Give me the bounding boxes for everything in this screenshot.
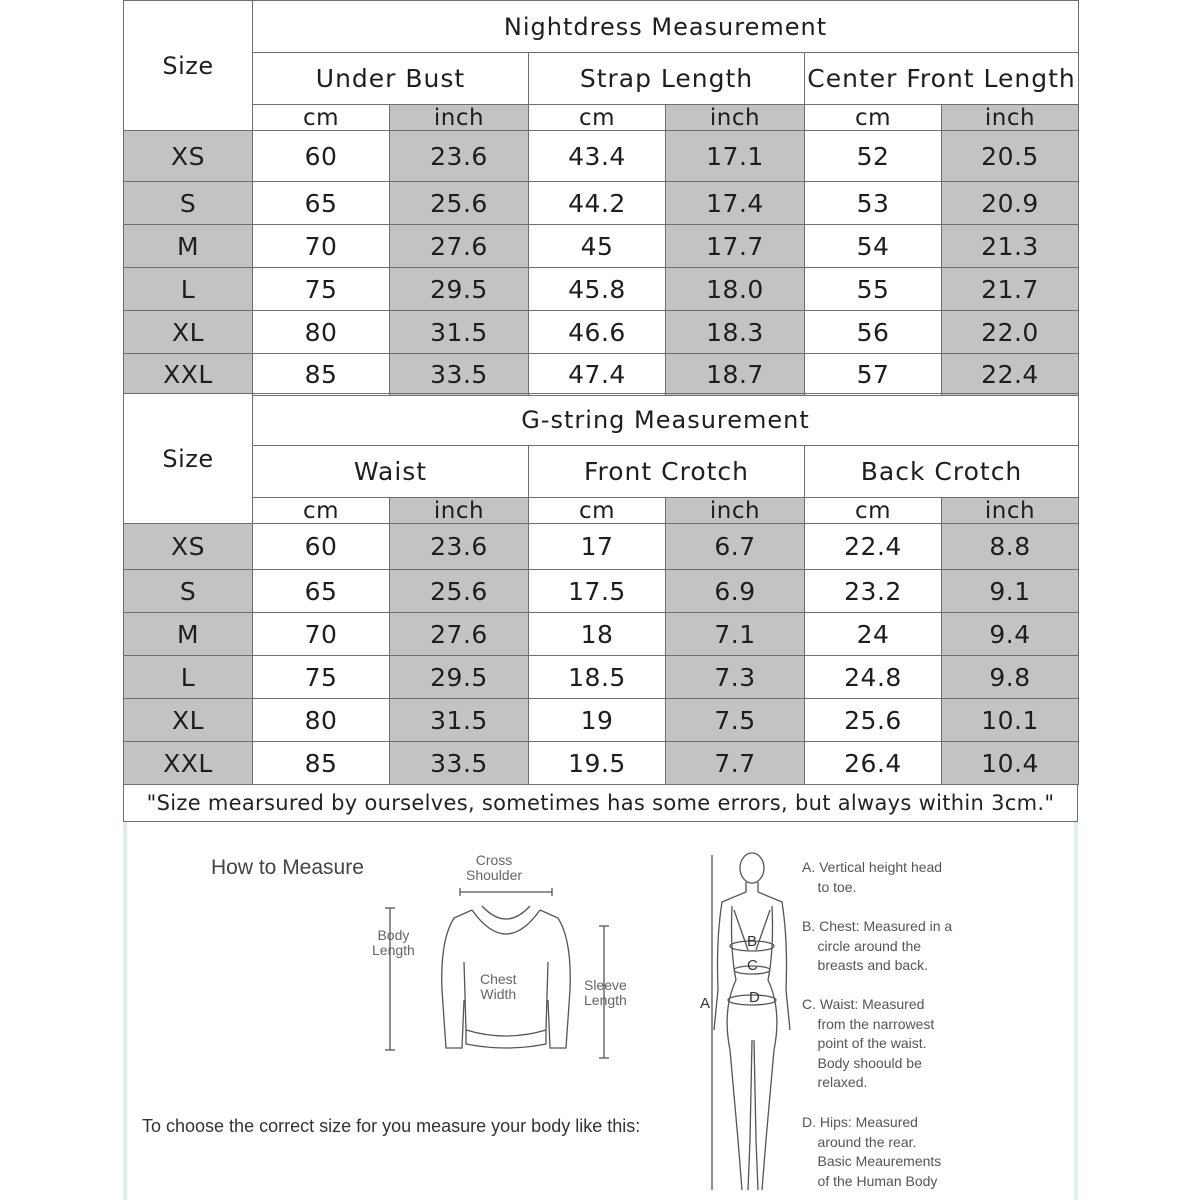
frame-border-left xyxy=(123,822,127,1200)
value-cell: 33.5 xyxy=(390,354,529,396)
value-cell: 6.9 xyxy=(666,570,805,613)
table-row xyxy=(124,225,1079,268)
body-marker-c: C xyxy=(747,957,758,974)
value-cell: 19.5 xyxy=(529,742,666,785)
value-cell: 55 xyxy=(805,268,942,311)
value-cell: 27.6 xyxy=(390,225,529,268)
size-cell: S xyxy=(124,570,253,613)
value-cell: 17.1 xyxy=(666,131,805,182)
value-cell: 6.7 xyxy=(666,524,805,570)
value-cell: 47.4 xyxy=(529,354,666,396)
table-row xyxy=(124,354,1079,396)
unit-inch: inch xyxy=(390,498,529,524)
unit-inch: inch xyxy=(942,105,1079,131)
value-cell: 18 xyxy=(529,613,666,656)
table-row xyxy=(124,742,1079,785)
value-cell: 56 xyxy=(805,311,942,354)
size-header: Size xyxy=(124,1,253,131)
value-cell: 29.5 xyxy=(390,268,529,311)
group-front-crotch: Front Crotch xyxy=(529,446,805,498)
value-cell: 44.2 xyxy=(529,182,666,225)
value-cell: 60 xyxy=(253,524,390,570)
value-cell: 17.5 xyxy=(529,570,666,613)
group-under-bust: Under Bust xyxy=(253,53,529,105)
value-cell: 10.1 xyxy=(942,699,1079,742)
group-waist: Waist xyxy=(253,446,529,498)
value-cell: 23.2 xyxy=(805,570,942,613)
how-to-measure-title: How to Measure xyxy=(211,856,364,879)
size-cell: M xyxy=(124,225,253,268)
frame-border-right xyxy=(1074,822,1078,1200)
value-cell: 27.6 xyxy=(390,613,529,656)
cross-shoulder-label: Cross Shoulder xyxy=(466,852,523,883)
value-cell: 75 xyxy=(253,656,390,699)
value-cell: 17.4 xyxy=(666,182,805,225)
value-cell: 43.4 xyxy=(529,131,666,182)
value-cell: 21.7 xyxy=(942,268,1079,311)
value-cell: 60 xyxy=(253,131,390,182)
body-length-label: Body Length xyxy=(372,927,415,958)
size-cell: XXL xyxy=(124,742,253,785)
value-cell: 24 xyxy=(805,613,942,656)
value-cell: 22.4 xyxy=(805,524,942,570)
value-cell: 19 xyxy=(529,699,666,742)
table-row xyxy=(124,311,1079,354)
value-cell: 29.5 xyxy=(390,656,529,699)
nightdress-size-table xyxy=(123,0,1079,396)
measurement-note: "Size mearsured by ourselves, sometimes has some errors, but always within 3cm." xyxy=(123,785,1078,822)
value-cell: 70 xyxy=(253,613,390,656)
value-cell: 7.3 xyxy=(666,656,805,699)
value-cell: 17.7 xyxy=(666,225,805,268)
size-header: Size xyxy=(124,394,253,524)
value-cell: 65 xyxy=(253,182,390,225)
value-cell: 70 xyxy=(253,225,390,268)
value-cell: 24.8 xyxy=(805,656,942,699)
unit-cm: cm xyxy=(805,498,942,524)
size-cell: XS xyxy=(124,524,253,570)
value-cell: 18.3 xyxy=(666,311,805,354)
sleeve-length-label: Sleeve Length xyxy=(584,977,627,1008)
value-cell: 17 xyxy=(529,524,666,570)
value-cell: 33.5 xyxy=(390,742,529,785)
size-cell: S xyxy=(124,182,253,225)
unit-inch: inch xyxy=(942,498,1079,524)
value-cell: 23.6 xyxy=(390,524,529,570)
unit-cm: cm xyxy=(529,105,666,131)
body-figure xyxy=(700,850,810,1200)
table-row xyxy=(124,182,1079,225)
value-cell: 10.4 xyxy=(942,742,1079,785)
value-cell: 31.5 xyxy=(390,699,529,742)
body-marker-d: D xyxy=(749,989,760,1006)
description-a: A. Vertical height head to toe. xyxy=(802,859,943,895)
value-cell: 9.1 xyxy=(942,570,1079,613)
value-cell: 23.6 xyxy=(390,131,529,182)
size-cell: XXL xyxy=(124,354,253,396)
unit-cm: cm xyxy=(253,498,390,524)
group-center-front-length: Center Front Length xyxy=(805,53,1079,105)
value-cell: 7.1 xyxy=(666,613,805,656)
description-d: D. Hips: Measured around the rear. Basic Meaurements of the Human Body xyxy=(802,1114,942,1189)
value-cell: 54 xyxy=(805,225,942,268)
size-cell: L xyxy=(124,268,253,311)
size-cell: XL xyxy=(124,699,253,742)
value-cell: 20.5 xyxy=(942,131,1079,182)
value-cell: 18.5 xyxy=(529,656,666,699)
value-cell: 65 xyxy=(253,570,390,613)
value-cell: 45 xyxy=(529,225,666,268)
gstring-title: G-string Measurement xyxy=(253,394,1079,446)
body-marker-a: A xyxy=(700,995,711,1012)
value-cell: 9.8 xyxy=(942,656,1079,699)
unit-cm: cm xyxy=(253,105,390,131)
value-cell: 26.4 xyxy=(805,742,942,785)
value-cell: 53 xyxy=(805,182,942,225)
nightdress-title: Nightdress Measurement xyxy=(253,1,1079,53)
size-cell: L xyxy=(124,656,253,699)
unit-inch: inch xyxy=(666,105,805,131)
value-cell: 52 xyxy=(805,131,942,182)
chest-width-label: Chest Width xyxy=(480,971,517,1002)
value-cell: 20.9 xyxy=(942,182,1079,225)
body-marker-b: B xyxy=(747,933,758,950)
value-cell: 22.4 xyxy=(942,354,1079,396)
value-cell: 85 xyxy=(253,742,390,785)
value-cell: 9.4 xyxy=(942,613,1079,656)
value-cell: 45.8 xyxy=(529,268,666,311)
value-cell: 80 xyxy=(253,699,390,742)
unit-inch: inch xyxy=(666,498,805,524)
table-row xyxy=(124,570,1079,613)
value-cell: 80 xyxy=(253,311,390,354)
value-cell: 7.5 xyxy=(666,699,805,742)
unit-cm: cm xyxy=(529,498,666,524)
table-row xyxy=(124,268,1079,311)
choose-size-instruction: To choose the correct size for you measure your body like this: xyxy=(142,1116,641,1136)
gstring-size-table xyxy=(123,393,1079,785)
value-cell: 25.6 xyxy=(390,570,529,613)
size-cell: XS xyxy=(124,131,253,182)
size-cell: XL xyxy=(124,311,253,354)
unit-cm: cm xyxy=(805,105,942,131)
value-cell: 57 xyxy=(805,354,942,396)
description-c: C. Waist: Measured from the narrowest point of the waist. Body shoould be relaxed. xyxy=(802,996,935,1090)
group-back-crotch: Back Crotch xyxy=(805,446,1079,498)
size-cell: M xyxy=(124,613,253,656)
value-cell: 8.8 xyxy=(942,524,1079,570)
value-cell: 22.0 xyxy=(942,311,1079,354)
table-row xyxy=(124,656,1079,699)
unit-inch: inch xyxy=(390,105,529,131)
sweater-diagram xyxy=(370,880,650,1070)
value-cell: 46.6 xyxy=(529,311,666,354)
value-cell: 21.3 xyxy=(942,225,1079,268)
group-strap-length: Strap Length xyxy=(529,53,805,105)
value-cell: 75 xyxy=(253,268,390,311)
table-row xyxy=(124,613,1079,656)
value-cell: 18.0 xyxy=(666,268,805,311)
value-cell: 25.6 xyxy=(805,699,942,742)
table-row xyxy=(124,131,1079,182)
description-b: B. Chest: Measured in a circle around the breasts and back. xyxy=(802,918,953,973)
value-cell: 25.6 xyxy=(390,182,529,225)
value-cell: 18.7 xyxy=(666,354,805,396)
value-cell: 85 xyxy=(253,354,390,396)
table-row xyxy=(124,524,1079,570)
table-row xyxy=(124,699,1079,742)
value-cell: 7.7 xyxy=(666,742,805,785)
value-cell: 31.5 xyxy=(390,311,529,354)
